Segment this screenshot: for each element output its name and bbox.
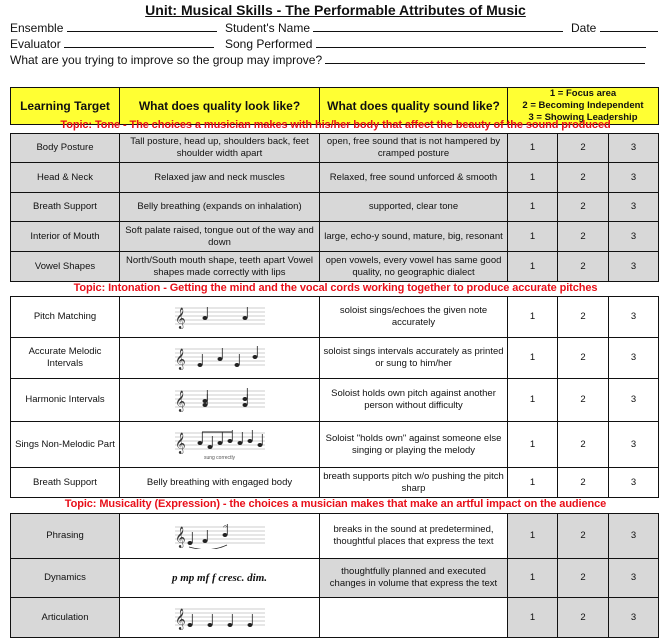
rating-1[interactable]: 1 xyxy=(508,222,558,252)
rating-3[interactable]: 3 xyxy=(609,134,659,163)
date-field[interactable] xyxy=(600,20,658,32)
note-icon xyxy=(207,445,212,449)
question-field[interactable] xyxy=(325,52,645,64)
notation-caption: sung correctly xyxy=(203,454,236,461)
music-notation xyxy=(175,605,265,631)
table-row xyxy=(11,338,659,379)
topic-tone: Topic: Tone - The choices a musician makes with his/her body that affect the beauty of the sound produced xyxy=(60,119,611,131)
note-icon xyxy=(207,623,212,627)
look-cell xyxy=(120,338,320,379)
note-icon xyxy=(237,441,242,445)
sound-cell: Relaxed, free sound unforced & smooth xyxy=(320,163,508,193)
learning-target: Accurate Melodic Intervals xyxy=(11,338,120,379)
evaluator-field[interactable] xyxy=(64,36,214,48)
learning-target: Dynamics xyxy=(11,559,120,598)
look-cell xyxy=(120,134,320,163)
topic-intonation: Topic: Intonation - Getting the mind and the vocal cords working together to produce accurate pitches xyxy=(73,282,598,294)
rating-3[interactable]: 3 xyxy=(609,297,659,338)
rating-3[interactable]: 3 xyxy=(609,598,659,638)
look-cell xyxy=(120,422,320,468)
look-cell xyxy=(120,297,320,338)
rating-3[interactable]: 3 xyxy=(609,222,659,252)
look-cell xyxy=(120,598,320,638)
rating-2[interactable]: 2 xyxy=(558,252,609,282)
table-row xyxy=(11,514,659,559)
song-field[interactable] xyxy=(316,36,646,48)
note-icon xyxy=(242,316,247,320)
note-icon xyxy=(234,363,239,367)
learning-target: Sings Non-Melodic Part xyxy=(11,422,120,468)
music-notation xyxy=(175,304,265,330)
note-icon xyxy=(202,316,207,320)
treble-clef-icon: 𝄞 xyxy=(174,608,186,629)
rating-2[interactable]: 2 xyxy=(558,468,609,498)
table-row xyxy=(11,252,659,282)
rating-2[interactable]: 2 xyxy=(558,422,609,468)
rating-1[interactable]: 1 xyxy=(508,598,558,638)
learning-target: Breath Support xyxy=(11,468,120,498)
rating-2[interactable]: 2 xyxy=(558,379,609,422)
key-1: 1 = Focus area xyxy=(549,88,617,99)
table-row xyxy=(11,163,659,193)
treble-clef-icon: 𝄞 xyxy=(174,308,186,328)
note-icon xyxy=(227,439,232,443)
rating-3[interactable]: 3 xyxy=(609,338,659,379)
look-cell xyxy=(120,163,320,193)
learning-target: Interior of Mouth xyxy=(11,222,120,252)
sound-cell: thoughtfully planned and executed changes in volume that express the text xyxy=(320,559,508,598)
note-icon xyxy=(242,403,247,407)
note-icon xyxy=(222,533,227,537)
music-notation xyxy=(175,523,265,549)
tone-table xyxy=(10,133,659,282)
rating-1[interactable]: 1 xyxy=(508,338,558,379)
rating-2[interactable]: 2 xyxy=(558,163,609,193)
look-text: Relaxed jaw and neck muscles xyxy=(154,171,285,183)
rating-1[interactable]: 1 xyxy=(508,422,558,468)
learning-target: Harmonic Intervals xyxy=(11,379,120,422)
note-icon xyxy=(217,441,222,445)
rating-1[interactable]: 1 xyxy=(508,514,558,559)
page-title: Unit: Musical Skills - The Performable Attributes of Music xyxy=(145,2,526,18)
note-icon xyxy=(242,397,247,401)
date-label: Date xyxy=(571,21,597,35)
key-2: 2 = Becoming Independent xyxy=(522,100,644,111)
look-text: Tall posture, head up, shoulders back, feet shoulder width apart xyxy=(130,136,309,159)
rating-3[interactable]: 3 xyxy=(609,559,659,598)
sound-cell: supported, clear tone xyxy=(320,193,508,222)
rating-3[interactable]: 3 xyxy=(609,193,659,222)
rating-2[interactable]: 2 xyxy=(558,134,609,163)
header-look: What does quality look like? xyxy=(120,88,320,125)
sound-cell: large, echo-y sound, mature, big, resonant xyxy=(320,222,508,252)
look-cell xyxy=(120,193,320,222)
table-row xyxy=(11,222,659,252)
note-icon xyxy=(202,403,207,407)
date-line xyxy=(571,20,658,35)
header-target: Learning Target xyxy=(11,88,120,125)
rating-2[interactable]: 2 xyxy=(558,598,609,638)
question-label: What are you trying to improve so the group may improve? xyxy=(10,53,323,67)
look-text: Soft palate raised, tongue out of the way and down xyxy=(125,224,314,248)
learning-target: Articulation xyxy=(11,598,120,638)
ensemble-label: Ensemble xyxy=(10,21,64,35)
table-row xyxy=(11,134,659,163)
rating-1[interactable]: 1 xyxy=(508,193,558,222)
look-cell xyxy=(120,514,320,559)
note-icon xyxy=(187,623,192,627)
table-row xyxy=(11,422,659,468)
sound-cell xyxy=(320,598,508,638)
sound-cell: soloist sings intervals accurately as printed or sung to him/her xyxy=(320,338,508,379)
fermata-icon: 𝄐 xyxy=(222,523,227,531)
rating-1[interactable]: 1 xyxy=(508,252,558,282)
rating-2[interactable]: 2 xyxy=(558,222,609,252)
rating-1[interactable]: 1 xyxy=(508,163,558,193)
sound-cell: Soloist holds own pitch against another person without difficulty xyxy=(320,379,508,422)
look-text: Belly breathing (expands on inhalation) xyxy=(137,201,302,212)
note-icon xyxy=(197,441,202,445)
note-icon xyxy=(197,363,202,367)
look-cell xyxy=(120,379,320,422)
rating-3[interactable]: 3 xyxy=(609,252,659,282)
rating-3[interactable]: 3 xyxy=(609,514,659,559)
musicality-table xyxy=(10,513,659,638)
music-notation xyxy=(175,387,265,413)
look-cell xyxy=(120,559,320,598)
table-row xyxy=(11,297,659,338)
note-icon xyxy=(252,355,257,359)
table-row xyxy=(11,598,659,638)
rating-1[interactable]: 1 xyxy=(508,134,558,163)
sound-cell: breath supports pitch w/o pushing the pitch sharp xyxy=(320,468,508,498)
look-cell xyxy=(120,222,320,252)
note-icon xyxy=(247,623,252,627)
question-line xyxy=(10,52,645,67)
evaluator-line xyxy=(10,36,214,51)
learning-target: Vowel Shapes xyxy=(11,252,120,282)
note-icon xyxy=(227,623,232,627)
treble-clef-icon: 𝄞 xyxy=(174,349,186,369)
treble-clef-icon: 𝄞 xyxy=(174,391,186,411)
note-icon xyxy=(257,443,262,447)
intonation-table xyxy=(10,296,659,498)
look-text: North/South mouth shape, teeth apart Vowel shapes made correctly with lips xyxy=(126,254,313,278)
rating-2[interactable]: 2 xyxy=(558,297,609,338)
rating-1[interactable]: 1 xyxy=(508,297,558,338)
learning-target: Body Posture xyxy=(11,134,120,163)
note-icon xyxy=(187,541,192,545)
rating-3[interactable]: 3 xyxy=(609,379,659,422)
treble-clef-icon: 𝄞 xyxy=(174,432,186,453)
student-label: Student's Name xyxy=(225,21,311,35)
rating-2[interactable]: 2 xyxy=(558,338,609,379)
note-icon xyxy=(202,539,207,543)
student-field[interactable] xyxy=(313,20,563,32)
table-row xyxy=(11,559,659,598)
topic-musicality: Topic: Musicality (Expression) - the choices a musician makes that make an artful impact on the audience xyxy=(64,498,607,510)
rating-3[interactable]: 3 xyxy=(609,468,659,498)
music-notation xyxy=(175,345,265,371)
treble-clef-icon: 𝄞 xyxy=(174,527,186,547)
rating-3[interactable]: 3 xyxy=(609,422,659,468)
rating-2[interactable]: 2 xyxy=(558,193,609,222)
table-row xyxy=(11,379,659,422)
sound-cell: Soloist "holds own" against someone else singing or playing the melody xyxy=(320,422,508,468)
look-cell xyxy=(120,468,320,498)
learning-target: Breath Support xyxy=(11,193,120,222)
ensemble-line xyxy=(10,20,217,35)
ensemble-field[interactable] xyxy=(67,20,217,32)
rating-1[interactable]: 1 xyxy=(508,559,558,598)
rating-1[interactable]: 1 xyxy=(508,379,558,422)
music-notation xyxy=(175,429,265,455)
student-line xyxy=(225,20,563,35)
dynamics-markings: p mp mf f cresc. dim. xyxy=(171,571,267,584)
sound-cell: soloist sings/echoes the given note accurately xyxy=(320,297,508,338)
sound-cell: breaks in the sound at predetermined, thoughtful places that express the text xyxy=(320,514,508,559)
song-line xyxy=(225,36,646,51)
song-label: Song Performed xyxy=(225,37,313,51)
table-row xyxy=(11,193,659,222)
rating-1[interactable]: 1 xyxy=(508,468,558,498)
sound-cell: open, free sound that is not hampered by cramped posture xyxy=(320,134,508,163)
look-text: Belly breathing with engaged body xyxy=(146,476,293,488)
learning-target: Head & Neck xyxy=(11,163,120,193)
learning-target: Phrasing xyxy=(11,514,120,559)
rating-3[interactable]: 3 xyxy=(609,163,659,193)
key-3: 3 = Showing Leadership xyxy=(528,112,638,123)
note-icon xyxy=(217,357,222,361)
sound-cell: open vowels, every vowel has same good quality, no geographic dialect xyxy=(320,252,508,282)
rating-2[interactable]: 2 xyxy=(558,559,609,598)
note-icon xyxy=(202,399,207,403)
rating-2[interactable]: 2 xyxy=(558,514,609,559)
note-icon xyxy=(247,439,252,443)
learning-target: Pitch Matching xyxy=(11,297,120,338)
look-cell xyxy=(120,252,320,282)
evaluator-label: Evaluator xyxy=(10,37,61,51)
header-sound: What does quality sound like? xyxy=(320,88,508,125)
table-row xyxy=(11,468,659,498)
